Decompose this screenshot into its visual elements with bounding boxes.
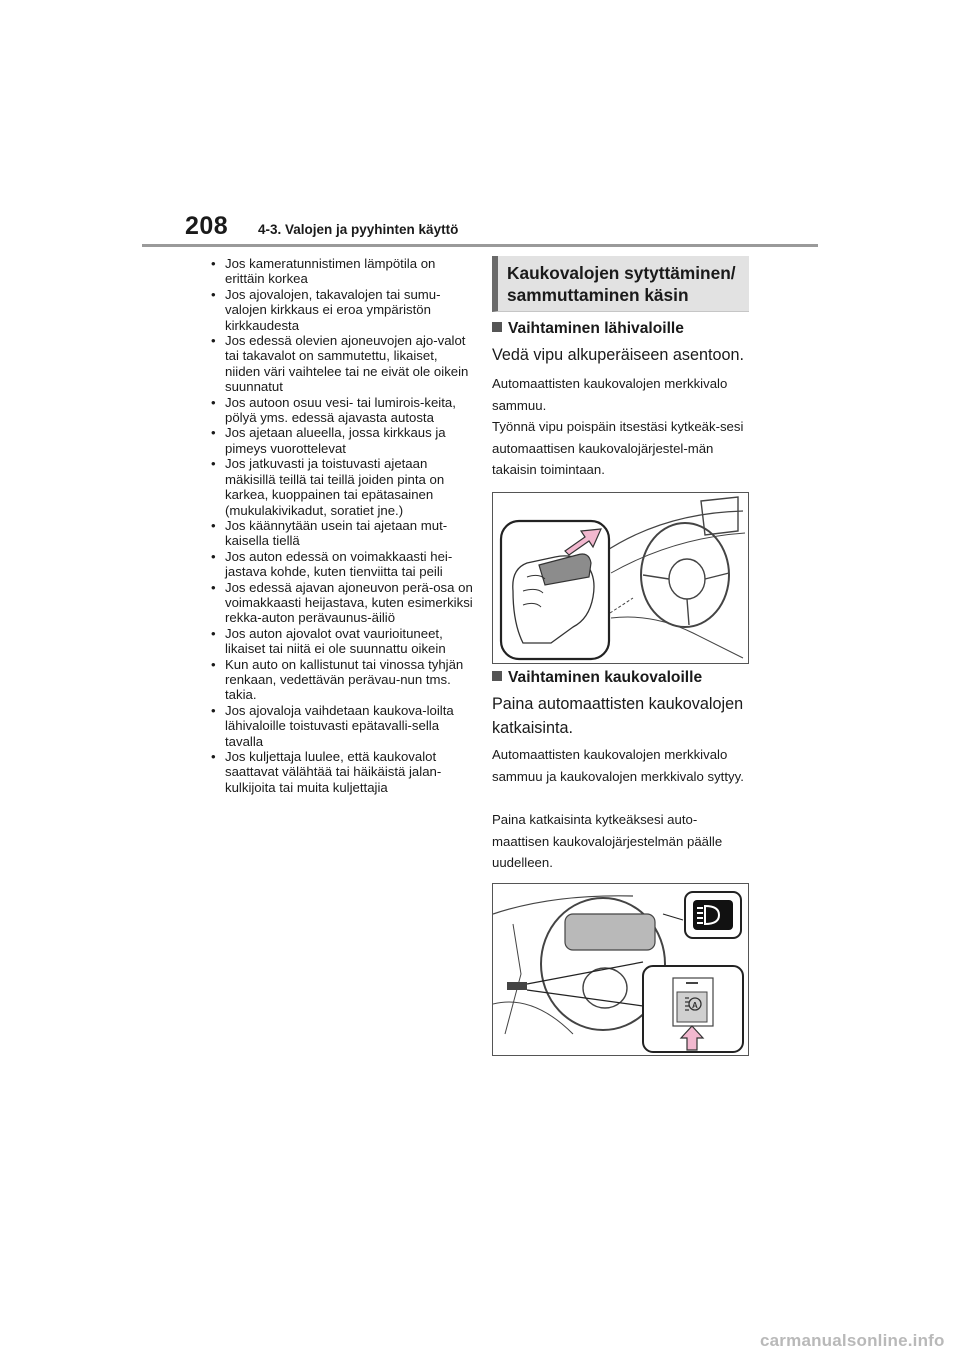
figure-lever-illustration	[492, 492, 749, 664]
instruction-text: Vedä vipu alkuperäiseen asentoon.	[492, 346, 744, 364]
paragraph: Automaattisten kaukovalojen merkkivalo sammuu ja kaukovalojen merkkivalo syttyy.	[492, 747, 744, 784]
subhead-low-beam	[492, 320, 684, 338]
list-item: • Jos kameratunnistimen lämpötila on erittäin korkea	[210, 256, 475, 287]
list-item: • Kun auto on kallistunut tai vinossa tyhjän renkaan, vedettävän perävau-nun tms. takia.	[210, 657, 475, 703]
list-item: • Jos ajovaloja vaihdetaan kaukova-loilta lähivaloille toistuvasti epätavalli-sella tavalla	[210, 703, 475, 749]
bullet-list	[210, 256, 475, 795]
list-item: • Jos kuljettaja luulee, että kaukovalot saattavat välähtää tai häikäistä jalan-kulkijoita tai muita kuljettajia	[210, 749, 475, 795]
list-item: • Jos ajetaan alueella, jossa kirkkaus ja pimeys vuorottelevat	[210, 425, 475, 456]
paragraph: Työnnä vipu poispäin itsestäsi kytkeäk-sesi automaattisen kaukovalojärjestel-män takaisin toimintaan.	[492, 419, 744, 477]
list-item: • Jos edessä olevien ajoneuvojen ajo-valot tai takavalot on sammutettu, likaiset, niiden väri vaihtelee tai ne eivät ole oikein suunnatut	[210, 333, 475, 395]
section-title: 4-3. Valojen ja pyyhinten käyttö	[258, 222, 459, 237]
list-item: • Jos jatkuvasti ja toistuvasti ajetaan mäkisillä teillä tai teillä joiden pinta on karkea, kuoppainen tai epätasainen (mukulakivikadut, soratiet jne.)	[210, 456, 475, 518]
box-title: Kaukovalojen sytyttäminen/ sammuttaminen käsin	[492, 256, 749, 312]
svg-text:A: A	[692, 1001, 698, 1010]
list-item: • Jos autoon osuu vesi- tai lumirois-keita, pölyä yms. edessä ajavasta autosta	[210, 395, 475, 426]
list-item: • Jos auton edessä on voimakkaasti hei-jastava kohde, kuten tienviitta tai peili	[210, 549, 475, 580]
square-bullet-icon	[492, 322, 502, 332]
lever-push-illustration-icon	[493, 493, 748, 663]
headlight-switch-illustration-icon	[493, 884, 748, 1055]
header-rule	[142, 244, 818, 247]
subhead-label: Vaihtaminen lähivaloille	[508, 320, 684, 337]
list-item: • Jos edessä ajavan ajoneuvon perä-osa on voimakkaasti heijastava, kuten esimerkiksi rekka-auton perävaunus-äiliö	[210, 580, 475, 626]
figure-switch-illustration	[492, 883, 749, 1056]
square-bullet-icon	[492, 671, 502, 681]
paragraph: Paina katkaisinta kytkeäksesi auto-maattisen kaukovalojärjestelmän päälle uudelleen.	[492, 812, 723, 870]
list-item: • Jos ajovalojen, takavalojen tai sumu-valojen kirkkaus ei eroa ympäristön kirkkaudesta	[210, 287, 475, 333]
subhead-label: Vaihtaminen kaukovaloille	[508, 669, 703, 686]
watermark: carmanualsonline.info	[760, 1331, 945, 1350]
list-item: • Jos auton ajovalot ovat vaurioituneet, likaiset tai niitä ei ole suunnattu oikein	[210, 626, 475, 657]
instruction-text: Paina automaattisten kaukovalojen katkaisinta.	[492, 695, 744, 737]
list-item: • Jos käännytään usein tai ajetaan mut-kaisella tiellä	[210, 518, 475, 549]
page-number: 208	[185, 212, 229, 240]
paragraph: Automaattisten kaukovalojen merkkivalo sammuu.	[492, 376, 728, 413]
subhead-high-beam	[492, 669, 702, 687]
